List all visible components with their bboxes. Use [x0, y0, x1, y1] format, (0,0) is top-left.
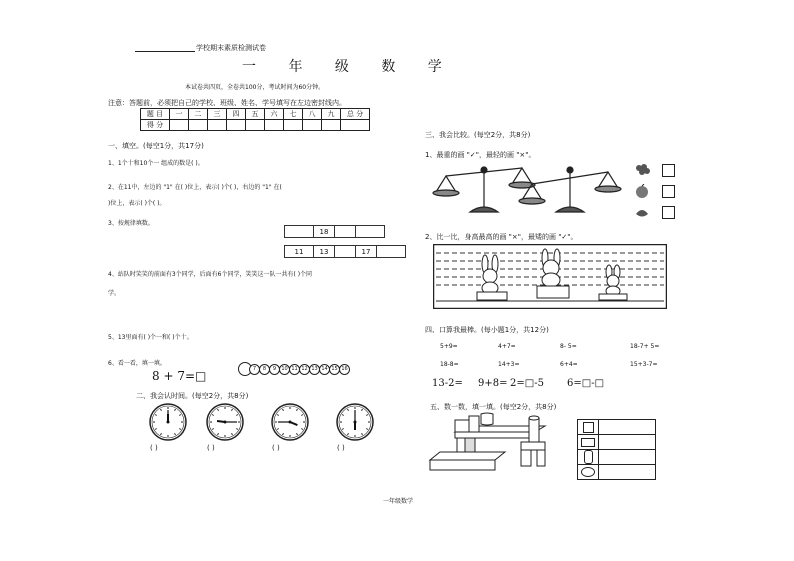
score-header-cell: 五	[246, 109, 265, 120]
cuboid-shape-cell	[578, 435, 599, 450]
question-2b: )位上，表示( )个( )。	[108, 200, 166, 207]
score-value-cell[interactable]	[208, 120, 227, 131]
shape-count-table	[577, 419, 656, 480]
intro-text: 本试卷共四页，全卷共100分，考试时间为60分钟。	[185, 84, 325, 91]
cube-answer-cell[interactable]	[599, 420, 656, 435]
score-header-cell: 九	[322, 109, 341, 120]
score-header-cell: 三	[208, 109, 227, 120]
caterpillar-segment: 7	[249, 364, 260, 375]
apple-icon	[634, 184, 650, 198]
section-5-heading: 五、数一数，填一填。(每空2分，共8分)	[430, 403, 557, 411]
rabbits-picture	[433, 244, 667, 309]
section-4-heading: 四、口算我最棒。(每小题1分，共12分)	[425, 326, 549, 334]
sequence-cell[interactable]	[377, 246, 406, 258]
score-header-cell: 八	[303, 109, 322, 120]
clock-answer-blank[interactable]: ( )	[272, 444, 280, 452]
answer-box-2[interactable]	[662, 185, 675, 198]
cuboid-icon	[581, 438, 595, 447]
sequence-cell: 17	[356, 246, 377, 258]
answer-box-1[interactable]	[662, 164, 675, 177]
calc-item: 5+9=	[440, 343, 458, 350]
score-value-cell[interactable]	[341, 120, 370, 131]
score-header-cell: 二	[189, 109, 208, 120]
calc-item: 18-8=	[440, 361, 459, 368]
calc-item: 4+7=	[498, 343, 516, 350]
balance-scale-left-icon	[433, 167, 535, 212]
footer-text: 一年级数学	[383, 498, 414, 505]
score-value-row	[141, 120, 370, 131]
sequence-cell: 13	[314, 246, 335, 258]
sphere-answer-cell[interactable]	[599, 465, 656, 480]
question-1: 1、1个十和10个一 组成的数是( )。	[108, 160, 204, 167]
question-4b: 学。	[108, 290, 121, 297]
score-value-cell[interactable]	[303, 120, 322, 131]
compare-question-1: 1、最重的画 "✓"，最轻的画 "×"。	[425, 151, 536, 159]
score-value-cell[interactable]	[246, 120, 265, 131]
cube-shape-cell	[578, 420, 599, 435]
calc-big-item: 6=□-□	[567, 378, 605, 389]
sequence-row-2	[284, 245, 406, 258]
score-value-cell: 得 分	[141, 120, 170, 131]
blocks-picture	[425, 412, 560, 474]
sequence-cell: 18	[314, 226, 335, 238]
caterpillar-segment: 16	[339, 364, 350, 375]
clock-answer-blank[interactable]: ( )	[207, 444, 215, 452]
score-table	[140, 108, 370, 131]
sequence-row	[285, 226, 385, 238]
score-header-cell: 题 目	[141, 109, 170, 120]
caterpillar-segment: 11	[289, 364, 300, 375]
compare-question-2: 2、比一比，身高最高的画 "×"，最矮的画 "✓"。	[425, 233, 578, 241]
sequence-cell[interactable]	[356, 226, 385, 238]
clock-answer-blank[interactable]: ( )	[150, 444, 158, 452]
balance-scale-right-icon	[519, 167, 621, 212]
caterpillar-segment: 15	[329, 364, 340, 375]
sequence-row	[285, 246, 406, 258]
caterpillar-segment: 14	[319, 364, 330, 375]
caterpillar-figure	[238, 358, 350, 380]
grapes-icon	[635, 163, 651, 177]
question-3: 3、按规律填数。	[108, 220, 154, 227]
calc-item: 18-7+ 5=	[630, 343, 660, 350]
question-5: 5、13里面有( )个一和( )个十。	[108, 334, 193, 341]
calc-big-item: 2=□-5	[510, 378, 544, 389]
sphere-shape-cell	[578, 465, 599, 480]
cylinder-answer-cell[interactable]	[599, 450, 656, 465]
calc-item: 8- 5=	[560, 343, 577, 350]
notice-text: 注意：答题前，必须把自己的学校、班级、姓名、学号填写在左边密封线内。	[108, 99, 346, 107]
caterpillar-segment: 10	[279, 364, 290, 375]
score-header-row	[141, 109, 370, 120]
sequence-row-1	[284, 225, 385, 238]
score-header-cell: 四	[227, 109, 246, 120]
question-6-equation: 8 + 7=□	[152, 369, 207, 383]
sequence-cell[interactable]	[285, 226, 314, 238]
score-header-cell: 总 分	[341, 109, 370, 120]
calc-item: 14+3=	[498, 361, 520, 368]
caterpillar-segment: 13	[309, 364, 320, 375]
score-header-cell: 七	[284, 109, 303, 120]
score-value-cell[interactable]	[284, 120, 303, 131]
score-value-cell[interactable]	[170, 120, 189, 131]
school-line: 学校期末素质检测试卷	[196, 44, 266, 52]
calc-item: 6+4=	[560, 361, 578, 368]
score-value-cell[interactable]	[265, 120, 284, 131]
calc-big-item: 13-2=	[432, 378, 463, 389]
cylinder-shape-cell	[578, 450, 599, 465]
balance-scales	[430, 162, 626, 218]
score-value-cell[interactable]	[227, 120, 246, 131]
sequence-cell: 11	[285, 246, 314, 258]
question-4a: 4、站队时笑笑的前面有3个同学，后面有6个同学，笑笑这一队一共有( )个同	[108, 271, 313, 278]
section-2-heading: 二、我会认时间。(每空2分，共8分)	[136, 392, 249, 400]
sequence-cell[interactable]	[335, 246, 356, 258]
caterpillar-segment: 9	[269, 364, 280, 375]
section-3-heading: 三、我会比较。(每空2分，共8分)	[425, 131, 531, 139]
clock-3-icon	[270, 402, 312, 444]
sequence-cell[interactable]	[335, 226, 356, 238]
caterpillar-segment: 12	[299, 364, 310, 375]
score-header-cell: 一	[170, 109, 189, 120]
clock-4-icon	[335, 402, 377, 444]
score-value-cell[interactable]	[322, 120, 341, 131]
cube-icon	[583, 422, 594, 433]
cylinder-icon	[584, 450, 593, 464]
score-header-cell: 六	[265, 109, 284, 120]
section-1-heading: 一、填空。(每空1分，共17分)	[108, 142, 204, 150]
question-2a: 2、在11中，左边的 "1" 在( )位上，表示( )个( )，右边的 "1" 在(	[108, 184, 282, 191]
clock-1-icon	[148, 402, 190, 444]
name-underline	[135, 50, 195, 52]
peach-icon	[634, 205, 650, 219]
cuboid-answer-cell[interactable]	[599, 435, 656, 450]
calc-big-item: 9+8=	[478, 378, 508, 389]
sphere-icon	[581, 467, 595, 477]
answer-box-3[interactable]	[662, 206, 675, 219]
clock-2-icon	[205, 402, 247, 444]
score-value-cell[interactable]	[189, 120, 208, 131]
calc-item: 15+3-7=	[630, 361, 658, 368]
question-6: 6、看一看，填一填。	[108, 360, 166, 367]
clock-answer-blank[interactable]: ( )	[337, 444, 345, 452]
page-title: 一 年 级 数 学	[242, 59, 456, 75]
caterpillar-segment: 8	[259, 364, 270, 375]
